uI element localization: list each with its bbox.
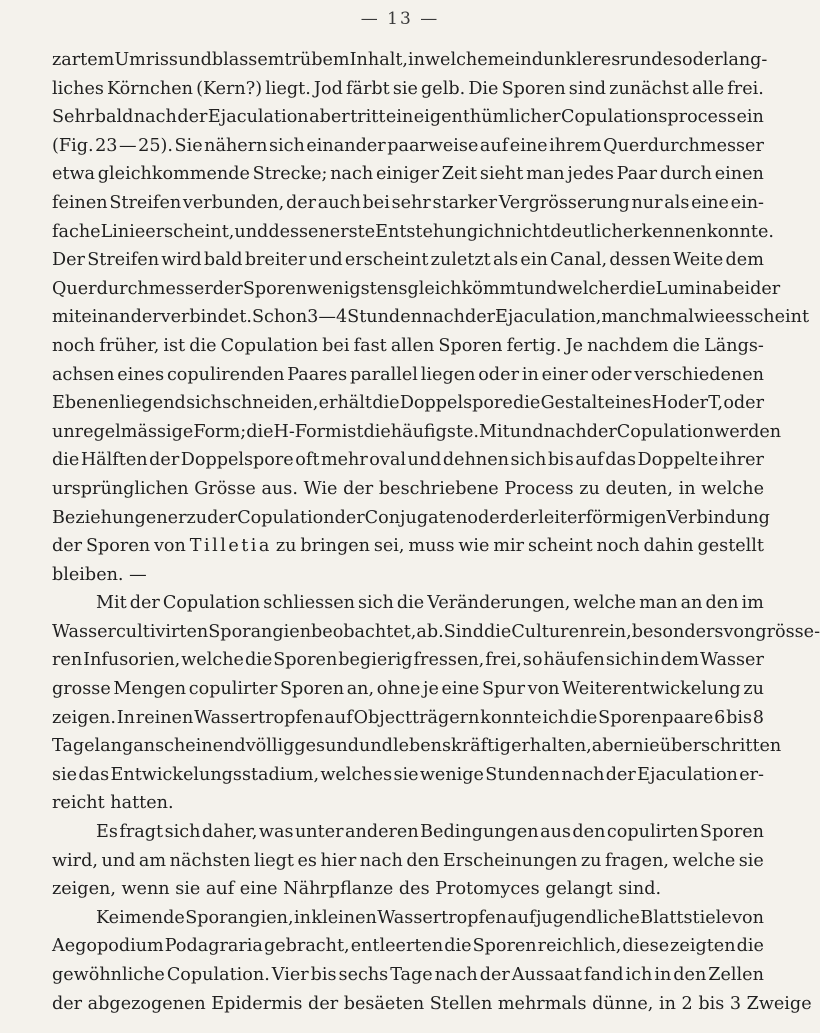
text-line: ursprünglichen Grösse aus. Wie der beschriebene Process zu deuten, in welche	[52, 478, 764, 499]
text-line: achsen eines copulirenden Paares parallel liegen oder in einer oder verschiedenen	[52, 364, 764, 385]
text-line: gewöhnliche Copulation. Vier bis sechs Tage nach der Aussaat fand ich in den Zellen	[52, 965, 764, 985]
text-line: Querdurchmesser der Sporen wenigstens gleichkömmt und welcher die Lumina beider	[52, 278, 781, 299]
text-line: zeigen. In reinen Wassertropfen auf Objectträgern konnte ich die Sporenpaare 6 bis 8	[52, 707, 764, 728]
text-line: zeigen, wenn sie auf eine Nährpflanze des Protomyces gelangt sind.	[52, 879, 662, 900]
text-line: bleiben. —	[52, 564, 147, 585]
paragraph	[52, 589, 820, 818]
text-line: liches Körnchen (Kern?) liegt. Jod färbt sie gelb. Die Sporen sind zunächst alle frei.	[52, 78, 764, 99]
text-line: zartem Umriss und blassem trübem Inhalt, in welchem ein dunkleres rundes oder lang-	[52, 50, 768, 70]
text-line: feinen Streifen verbunden, der auch bei sehr starker Vergrösserung nur als eine ein-	[52, 192, 764, 213]
text-line: die Hälften der Doppelspore oft mehr oval und dehnen sich bis auf das Doppelte ihrer	[52, 450, 764, 471]
text-line: wird, und am nächsten liegt es hier nach den Erscheinungen zu fragen, welche sie	[52, 850, 764, 871]
text-line: Keimende Sporangien, in kleinen Wassertropfen auf jugendliche Blattstiele von	[96, 907, 764, 928]
text-line: noch früher, ist die Copulation bei fast allen Sporen fertig. Je nachdem die Längs-	[52, 335, 764, 356]
text-line: (Fig. 23 — 25). Sie nähern sich einander paarweise auf eine ihrem Querdurchmesser	[52, 135, 764, 156]
text-line: Ebenen liegend sich schneiden, erhält die Doppelspore die Gestalt eines H oder T, oder	[52, 393, 764, 414]
paragraph	[52, 904, 812, 1018]
text-line: Beziehungen er zu der Copulation der Conjugaten oder der leiterförmigen Verbindung	[52, 507, 770, 528]
text-line: unregelmässige Form; die H-Form ist die häufigste. Mit und nach der Copulation werden	[52, 421, 782, 442]
paragraph	[52, 46, 810, 589]
text-line: Der Streifen wird bald breiter und erscheint zuletzt als ein Canal, dessen Weite dem	[52, 250, 764, 271]
text-line: Wasser cultivirten Sporangien beobachtet, ab. Sind die Culturen rein, besonders von grösse-	[52, 621, 820, 642]
page-number: — 13 —	[360, 9, 440, 29]
text-line: etwa gleichkommende Strecke; nach einiger Zeit sieht man jedes Paar durch einen	[52, 164, 764, 185]
text-line: Aegopodium Podagraria gebracht, entleerten die Sporen reichlich, diese zeigten die	[52, 936, 764, 957]
text-line: ren Infusorien, welche die Sporen begierig fressen, frei, so häufen sich in dem Wasser	[52, 650, 764, 671]
text-line: miteinander verbindet. Schon 3—4 Stunden nach der Ejaculation, manchmal wie es scheint	[52, 307, 810, 328]
text-line: der Sporen von Tilletia zu bringen sei, muss wie mir scheint noch dahin gestellt	[52, 536, 764, 557]
text-line: reicht hatten.	[52, 793, 174, 814]
text-line: Mit der Copulation schliessen sich die Veränderungen, welche man an den im	[96, 593, 764, 614]
text-line: der abgezogenen Epidermis der besäeten Stellen mehrmals dünne, in 2 bis 3 Zweige	[52, 993, 812, 1014]
body-text	[52, 46, 820, 1018]
text-line: fache Linie erscheint, und dessen erste Entstehung ich nicht deutlich erkennen konnte.	[52, 221, 775, 242]
text-line: grosse Mengen copulirter Sporen an, ohne je eine Spur von Weiterentwickelung zu	[52, 679, 764, 700]
text-line: Sehr bald nach der Ejaculation aber tritt ein eigenthümlicher Copulationsprocess ein	[52, 107, 764, 128]
text-line: Tage lang anscheinend völlig gesund und lebenskräftig erhalten, aber nie überschritten	[52, 736, 782, 757]
text-line: Es fragt sich daher, was unter anderen Bedingungen aus den copulirten Sporen	[96, 822, 764, 843]
paragraph	[52, 818, 764, 904]
text-line: sie das Entwickelungsstadium, welches sie wenige Stunden nach der Ejaculation er-	[52, 764, 764, 785]
